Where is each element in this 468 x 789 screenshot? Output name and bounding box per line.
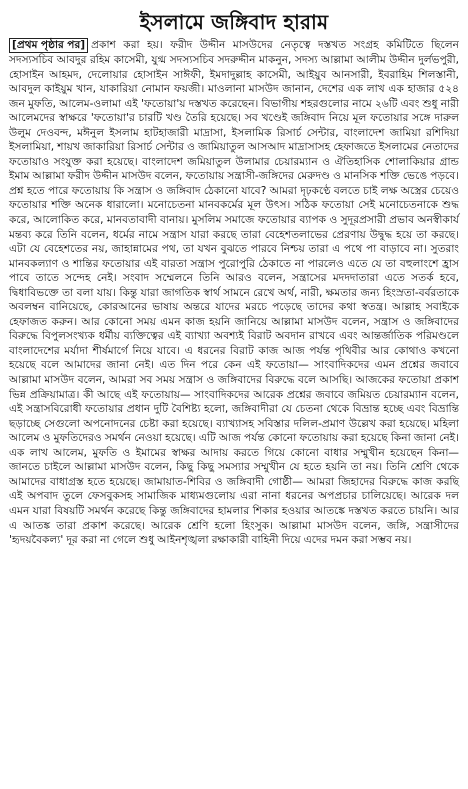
article-paragraph (9, 38, 459, 548)
headline: ইসলামে জঙ্গিবাদ হারাম (139, 10, 329, 34)
continuation-label: [প্রথম পৃষ্ঠার পর] (9, 38, 88, 53)
paragraph-text: প্রকাশ করা হয়। ফরীদ উদ্দীন মাসউদের নেতৃত্বে দস্তখত সংগ্রহ কমিটিতে ছিলেন সদস্যসচিব আবদুর রহিম কাসেমী, যুগ্ম সদস্যসচিব সদরুদ্দীন মাকনুন, সদস্য আল্লামা আলীম উদ্দীন দুর্লভপুরী, হোসাইন আহমদ, দেলোয়ার হোসাইন সাঈফী, ইমদাদুল্লাহ কাসেমী, আইয়ুব আনসারী, ইবরাহিম শিলস্তানী, আবদুল কাইয়ুম খান, যাকারিয়া নোমান ফয়জী। মাওলানা মাসউদ জানান, দেশের এক লাখ এক হাজার ৫২৪ জন মুফতি, আলেম-ওলামা এই 'ফতোয়া'য় দস্তখত করেছেন। বিভাগীয় শহরগুলোর নামে ২৬টি এবং শুধু নারী আলেমদের স্বাক্ষরে 'ফতোয়া'র চারটি খণ্ড তৈরি হয়েছে। সব খণ্ডেই জঙ্গিবাদ নিয়ে মূল ফতোয়ার সঙ্গে দারুল উলুম দেওবন্দ, মঈনুল ইসলাম হাটহাজারী মাদ্রাসা, ইসলামিক রিসার্চ সেন্টার, বাংলাদেশ জামিয়া রশিদিয়া ইসলামিয়া, শায়খ জাকারিয়া রিসার্চ সেন্টার ও জামিয়াতুল আসআদ মাদ্রাসাসহ হেফাজতে ইসলামের নেতাদের ফতোয়াও সংযুক্ত করা হয়েছে। বাংলাদেশ জমিয়াতুল উলামার চেয়ারম্যান ও ঐতিহাসিক শোলাকিয়ার গ্রান্ড ইমাম আল্লামা ফরীদ উদ্দীন মাসউদ বলেন, ফতোয়ায় সন্ত্রাসী-জঙ্গিদের মেরুদণ্ড ও মানসিক শক্তি ভেঙে পড়বে। প্রশ্ন হতে পারে ফতোয়ায় কি সন্ত্রাস ও জঙ্গিবাদ ঠেকানো যাবে? আমরা দৃঢ়কণ্ঠে বলতে চাই লক্ষ অস্ত্রের চেয়েও ফতোয়ার শক্তি অনেক ধারালো। মনোচেতনা মানবকর্মের মূল উৎস। সঠিক ফতোয়া সেই মনোচেতনাকে শুদ্ধ করে, আলোকিত করে, মানবতাবাদী বানায়। মুসলিম সমাজে ফতোয়ার ব্যাপক ও সুদূরপ্রসারী প্রভাব অনস্বীকার্য মন্তব্য করে তিনি বলেন, ধর্মের নামে সন্ত্রাস যারা করছে তারা বেহেশতলাভের প্রেরণায় উদ্বুদ্ধ হয়ে তা করছে। এটা যে বেহেশতের নয়, জাহান্নামের পথ, তা যখন বুঝতে পারবে নিশ্চয় তারা এ পথে পা বাড়াবে না। সুতরাং মানবকল্যাণ ও শান্তির ফতোয়ার এই বারতা সন্ত্রাস পুরোপুরি ঠেকাতে না পারলেও এতে যে তা বহুলাংশে হ্রাস পাবে তাতে সন্দেহ নেই। সংবাদ সম্মেলনে তিনি আরও বলেন, সন্ত্রাসের মদদদাতারা এতে সতর্ক হবে, দ্বিধাবিভক্তে তা বলা যায়। কিন্তু যারা জাগতিক স্বার্থ সামনে রেখে অর্থ, নারী, ক্ষমতার জন্য হিংস্রতা-বর্বরতাকে অবলম্বন বানিয়েছে, কোরআনের ভাষায় অন্তরে যাদের মরচে পড়েছে তাদের কথা স্বতন্ত্র। আল্লাহ সবাইকে হেফাজত করুন। আর কোনো সময় এমন কাজ হয়নি জানিয়ে আল্লামা মাসউদ বলেন, সন্ত্রাস ও জঙ্গিবাদের বিরুদ্ধে বিপুলসংখ্যক ধর্মীয় ব্যক্তিত্বের এই ব্যাখ্যা অবশ্যই বিরাট অবদান রাখবে এবং আন্তর্জাতিক পরিমণ্ডলে বাংলাদেশের মর্যাদা শীর্ষমার্গে নিয়ে যাবে। এ ধরনের বিরাট কাজ আজ পর্যন্ত পৃথিবীর আর কোথাও কখনো হয়েছে বলে আমাদের জানা নেই। এত দিন পরে কেন এই ফতোয়া— সাংবাদিকদের এমন প্রশ্নের জবাবে আল্লামা মাসউদ বলেন, আমরা সব সময় সন্ত্রাস ও জঙ্গিবাদের বিরুদ্ধে বলে আসছি। আজকের ফতোয়া প্রকাশ ভিন্ন প্রক্রিয়ামাত্র। কী আছে এই ফতোয়ায়— সাংবাদিকদের আরেক প্রশ্নের জবাবে জমিয়ত চেয়ারম্যান বলেন, এই সন্ত্রাসবিরোধী ফতোয়ার প্রধান দুটি বৈশিষ্ট্য হলো, জঙ্গিবাদীরা যে চেতনা থেকে বিভ্রান্ত হচ্ছে এবং বিভ্রান্তি ছড়াচ্ছে সেগুলো অপনোদনের চেষ্টা করা হয়েছে। ব্যাখ্যাসহ সবিস্তার দলিল-প্রমাণ উল্লেখ করা হয়েছে। মহিলা আলেম ও মুফতিদেরও সমর্থন নেওয়া হয়েছে। এটি আজ পর্যন্ত কোনো ফতোয়ায় করা হয়েছে কিনা জানা নেই। এক লাখ আলেম, মুফতি ও ইমামের স্বাক্ষর আদায় করতে গিয়ে কোনো বাধার সম্মুখীন হয়েছেন কিনা— জানতে চাইলে আল্লামা মাসউদ বলেন, কিছু কিছু সমস্যার সম্মুখীন যে হতে হয়নি তা নয়। তিনি শ্রেণি থেকে আমাদের বাধাগ্রস্ত হতে হয়েছে। জামায়াত-শিবির ও জঙ্গিবাদী গোষ্ঠী— আমরা জিহাদের বিরুদ্ধে কাজ করছি এই অপবাদ তুলে ফেসবুকসহ সামাজিক মাধ্যমগুলোয় এরা নানা ধরনের অপপ্রচার চালিয়েছে। আরেক দল এমন যারা বিষয়টি সমর্থন করেছে কিন্তু জঙ্গিবাদের হামলার শিকার হওয়ার আতঙ্কে দস্তখত করতে চায়নি। আর এ আতঙ্ক তারা প্রকাশ করেছে। আরেক শ্রেণি হলো হিংসুক। আল্লামা মাসউদ বলেন, জঙ্গি, সন্ত্রাসীদের 'হৃদয়বৈকল্য' দূর করা না গেলে শুধু আইনশৃঙ্খলা রক্ষাকারী বাহিনী দিয়ে এদের দমন করা সম্ভব নয়। (9, 39, 459, 547)
article-body (9, 38, 459, 548)
